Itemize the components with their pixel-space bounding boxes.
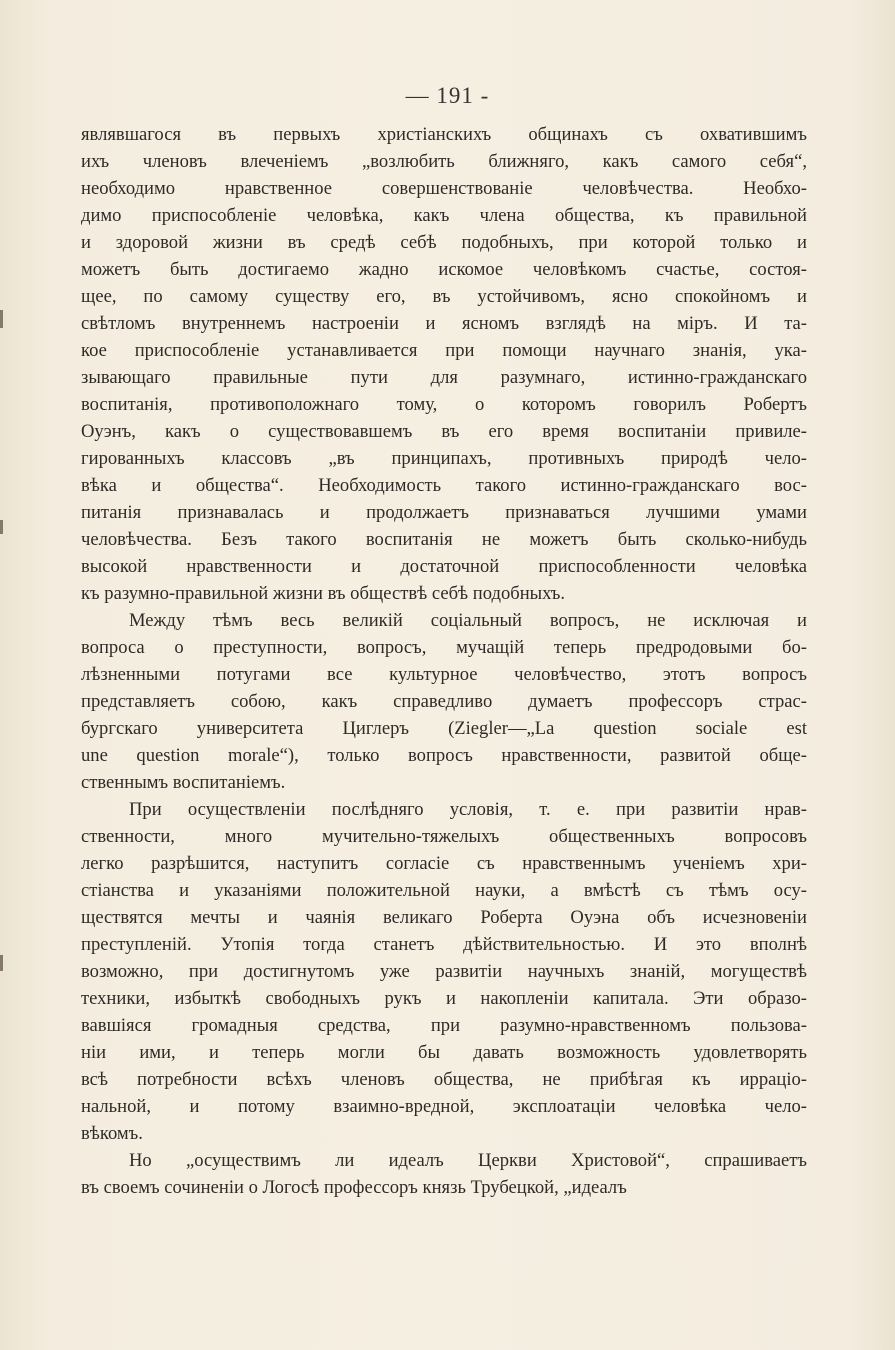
text-line: необходимо нравственное совершенствованіе человѣчества. Необхо- [81,178,807,199]
text-line: димо приспособленіе человѣка, какъ члена общества, къ правильной [81,205,807,226]
text-line: нальной, и потому взаимно-вредной, эксплоатаціи человѣка чело- [81,1096,807,1117]
text-line: вѣка и общества“. Необходимость такого истинно-гражданскаго вос- [81,475,807,496]
text-line: une question morale“), только вопросъ нравственности, развитой обще- [81,745,807,766]
text-line: лѣзненными потугами все культурное человѣчество, этотъ вопросъ [81,664,807,685]
paragraph [81,796,807,1147]
text-line: къ разумно-правильной жизни въ обществѣ себѣ подобныхъ. [81,583,566,604]
text-line: и здоровой жизни въ средѣ себѣ подобныхъ, при которой только и [81,232,807,253]
text-line: вопроса о преступности, вопросъ, мучащій теперь предродовыми бо- [81,637,807,658]
text-line: высокой нравственности и достаточной приспособленности человѣка [81,556,807,577]
text-line: гированныхъ классовъ „въ принципахъ, противныхъ природѣ чело- [81,448,807,469]
text-line: ихъ членовъ влеченіемъ „возлюбить ближняго, какъ самого себя“, [81,151,807,172]
text-line: Но „осуществимъ ли идеалъ Церкви Христовой“, спрашиваетъ [129,1150,807,1171]
text-line: являвшагося въ первыхъ христіанскихъ общинахъ съ охватившимъ [81,124,807,145]
text-line: человѣчества. Безъ такого воспитанія не можетъ быть сколько-нибудь [81,529,807,550]
text-line: всѣ потребности всѣхъ членовъ общества, не прибѣгая къ ирраціо- [81,1069,807,1090]
text-line: преступленій. Утопія тогда станетъ дѣйствительностью. И это вполнѣ [81,934,807,955]
text-line: можетъ быть достигаемо жадно искомое человѣкомъ счастье, состоя- [81,259,807,280]
paragraph [81,1147,807,1201]
text-line: стіанства и указаніями положительной науки, а вмѣстѣ съ тѣмъ осу- [81,880,807,901]
text-line: вѣкомъ. [81,1123,143,1144]
text-line: При осуществленіи послѣдняго условія, т. е. при развитіи нрав- [129,799,807,820]
paragraph [81,607,807,796]
page-edge-mark [0,310,3,328]
text-body [81,121,807,1201]
text-line: свѣтломъ внутреннемъ настроеніи и ясномъ взглядѣ на міръ. И та- [81,313,807,334]
text-line: питанія признавалась и продолжаетъ признаваться лучшими умами [81,502,807,523]
text-line: ственности, много мучительно-тяжелыхъ общественныхъ вопросовъ [81,826,807,847]
text-line: Между тѣмъ весь великій соціальный вопросъ, не исключая и [129,610,807,631]
text-line: легко разрѣшится, наступитъ согласіе съ нравственнымъ ученіемъ хри- [81,853,807,874]
text-line: ственнымъ воспитаніемъ. [81,772,286,793]
text-line: техники, избыткѣ свободныхъ рукъ и накопленіи капитала. Эти образо- [81,988,807,1009]
paragraph [81,121,807,607]
text-line: въ своемъ сочиненіи о Логосѣ профессоръ князь Трубецкой, „идеалъ [81,1177,627,1198]
text-line: бургскаго университета Циглеръ (Ziegler—„La question sociale est [81,718,807,739]
text-line: кое приспособленіе устанавливается при помощи научнаго знанія, ука- [81,340,807,361]
text-line: ніи ими, и теперь могли бы давать возможность удовлетворять [81,1042,807,1063]
text-line: воспитанія, противоположнаго тому, о которомъ говорилъ Робертъ [81,394,807,415]
text-line: представляетъ собою, какъ справедливо думаетъ профессоръ страс- [81,691,807,712]
text-line: зывающаго правильные пути для разумнаго, истинно-гражданскаго [81,367,807,388]
page-edge-mark [0,520,3,534]
page-number: — 191 - [405,83,490,108]
text-line: вавшіяся громадныя средства, при разумно-нравственномъ пользова- [81,1015,807,1036]
text-line: возможно, при достигнутомъ уже развитіи научныхъ знаній, могуществѣ [81,961,807,982]
page-edge-mark [0,955,3,971]
text-line: ществятся мечты и чаянія великаго Роберта Оуэна объ исчезновеніи [81,907,807,928]
text-line: Оуэнъ, какъ о существовавшемъ въ его время воспитаніи привиле- [81,421,807,442]
text-line: щее, по самому существу его, въ устойчивомъ, ясно спокойномъ и [81,286,807,307]
